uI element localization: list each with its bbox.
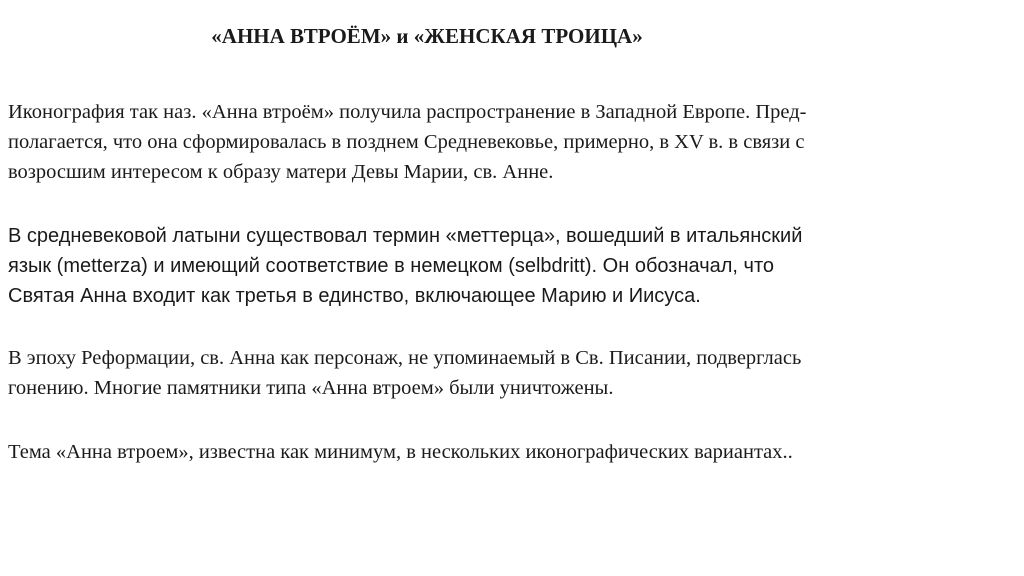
paragraph-line: полагается, что она сформировалась в позднем Средневековье, примерно, в XV в. в связи с xyxy=(8,131,805,153)
paragraph-line: Святая Анна входит как третья в единство, включающее Марию и Иисуса. xyxy=(8,285,701,307)
paragraph-metterza xyxy=(8,221,1020,311)
paragraph-line: гонению. Многие памятники типа «Анна втроем» были уничтожены. xyxy=(8,377,614,399)
slide-title: «АННА ВТРОЁМ» и «ЖЕНСКАЯ ТРОИЦА» xyxy=(211,24,643,48)
paragraph-reformation xyxy=(8,343,1020,403)
paragraph-line: В средневековой латыни существовал термин «меттерца», вошедший в итальянский xyxy=(8,225,803,247)
paragraph-variants xyxy=(8,437,1020,467)
paragraph-line: Тема «Анна втроем», известна как минимум, в нескольких иконографических вариантах.. xyxy=(8,441,793,463)
paragraph-line: язык (metterza) и имеющий соответствие в немецком (selbdritt). Он обозначал, что xyxy=(8,255,774,277)
paragraph-iconography xyxy=(8,97,1020,187)
paragraph-line: Иконография так наз. «Анна втроём» получила распространение в Западной Европе. Пред- xyxy=(8,101,807,123)
paragraph-line: возросшим интересом к образу матери Девы Марии, св. Анне. xyxy=(8,161,554,183)
paragraph-line: В эпоху Реформации, св. Анна как персонаж, не упоминаемый в Св. Писании, подверглась xyxy=(8,347,802,369)
